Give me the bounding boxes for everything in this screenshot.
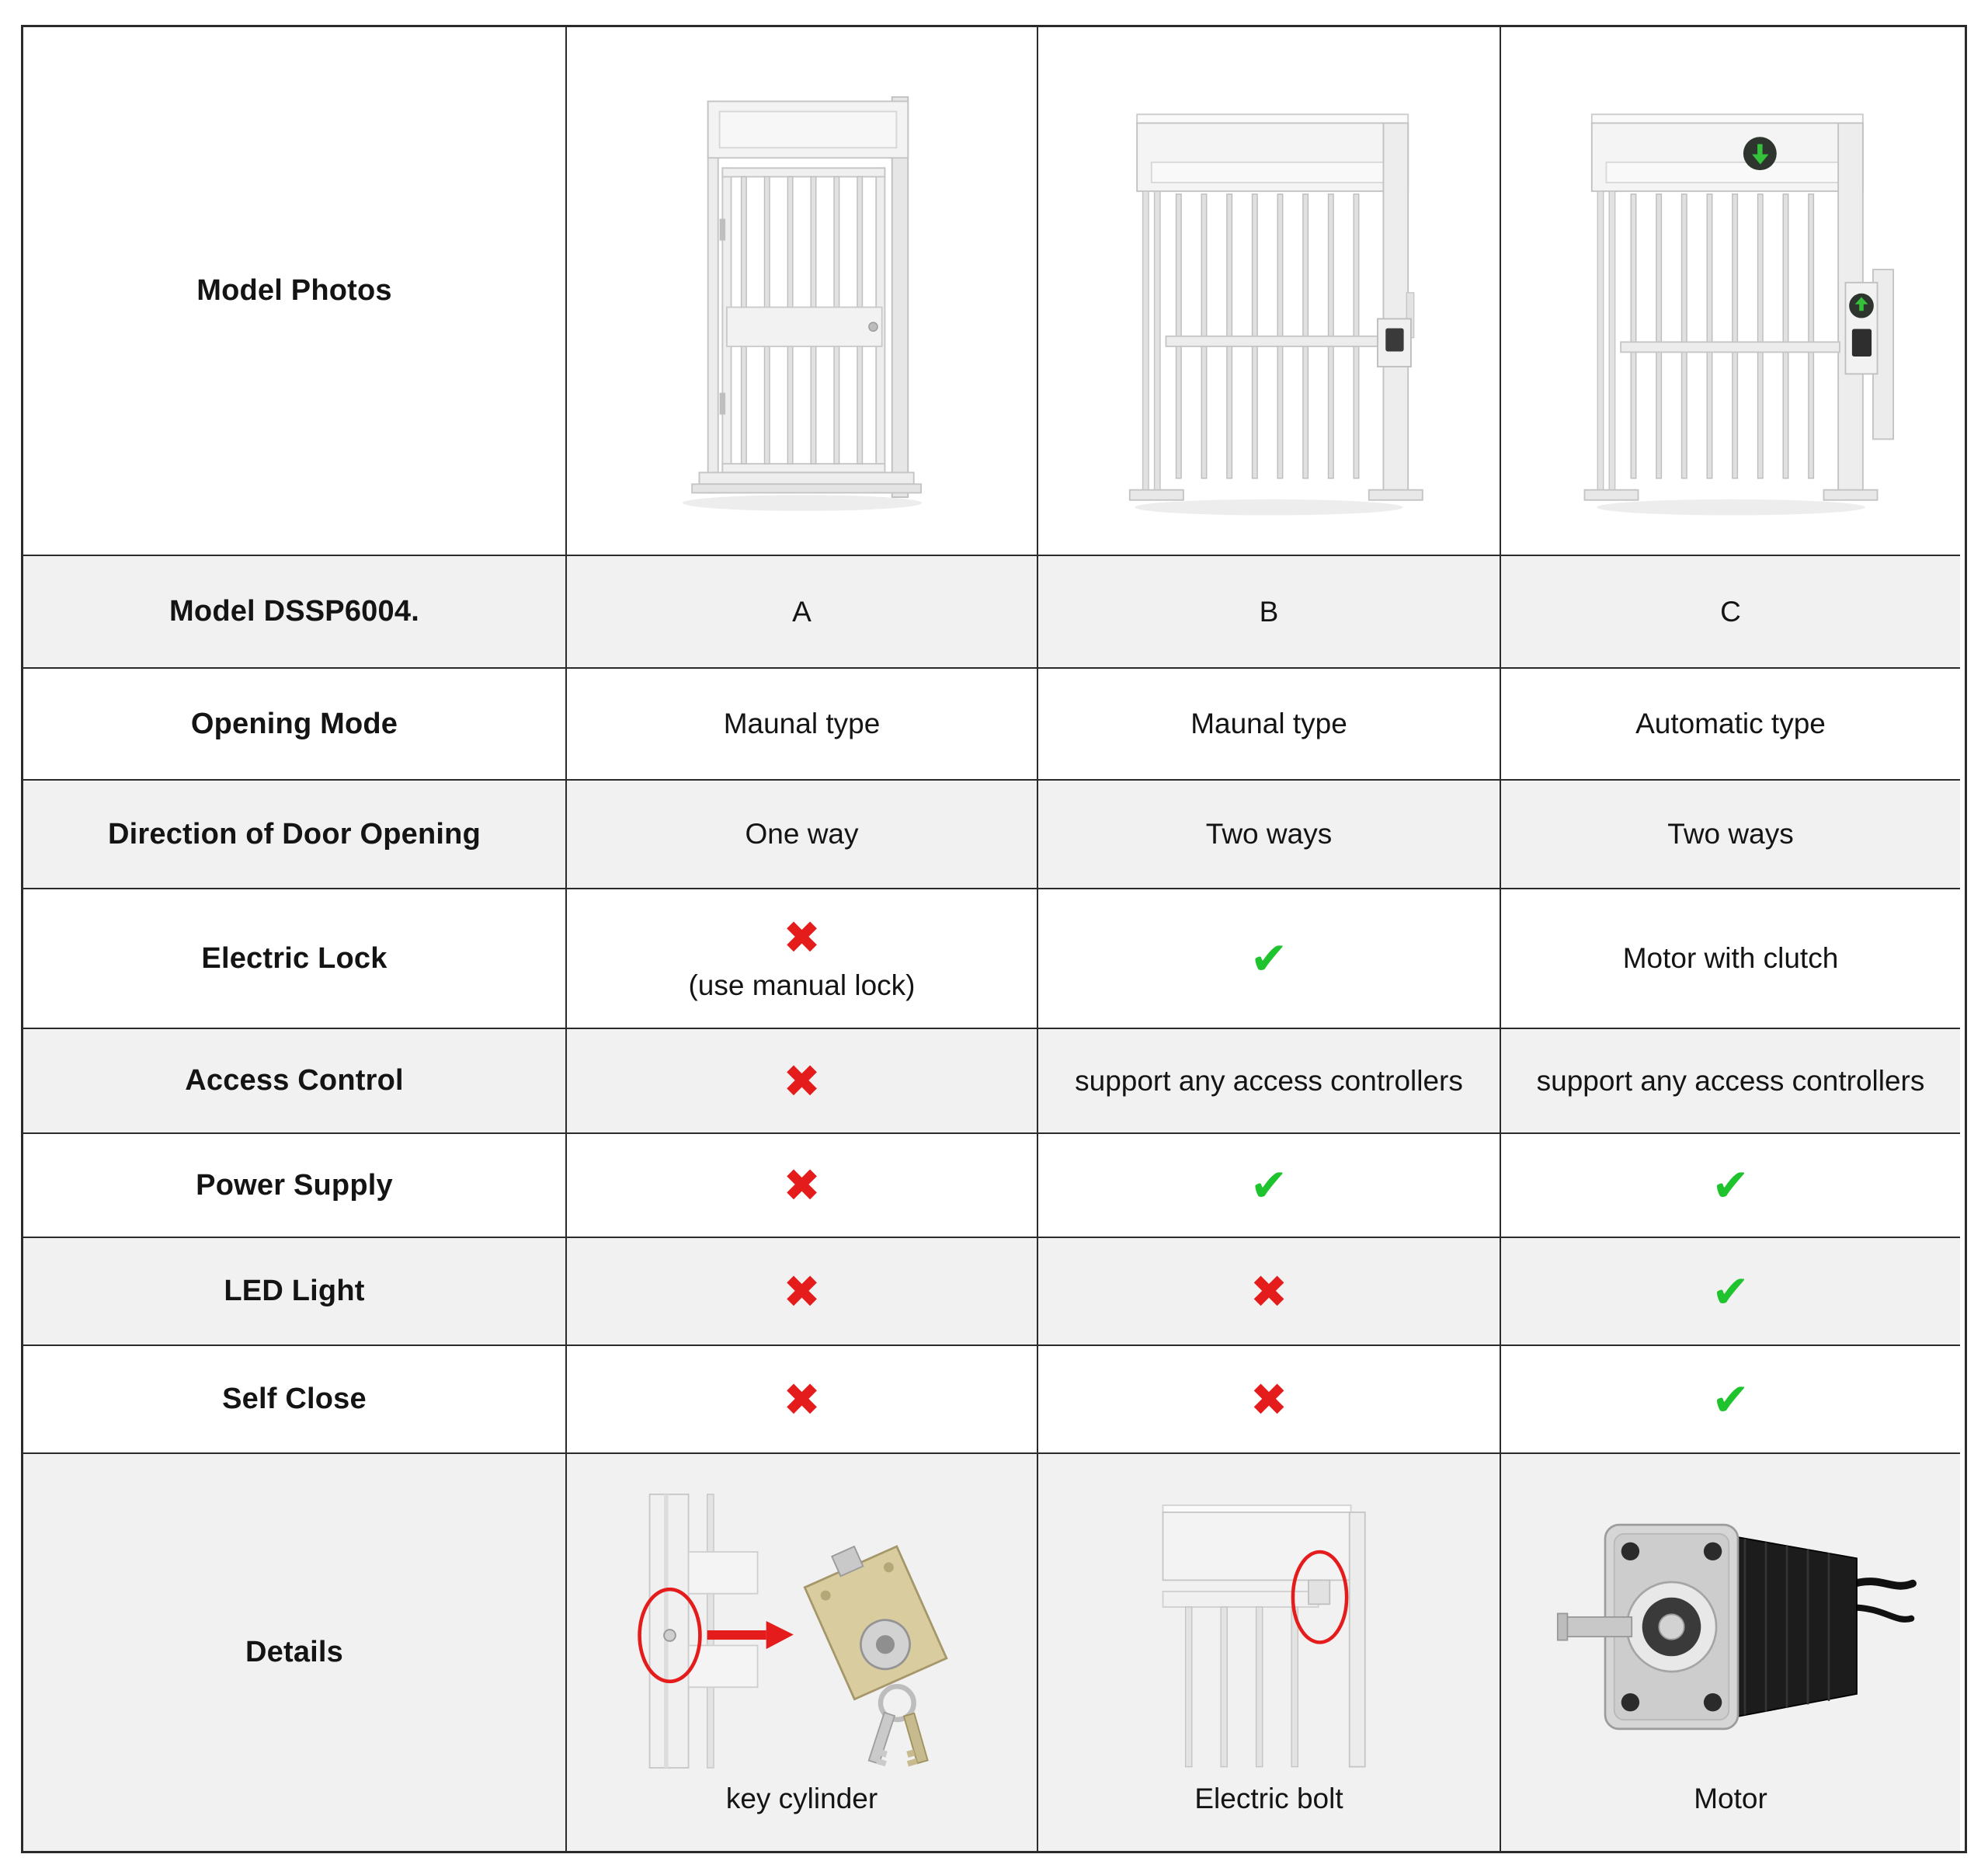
gate-c-photo — [1514, 44, 1948, 538]
cell-photo-model-a — [567, 27, 1038, 556]
check-icon: ✔ — [1249, 932, 1288, 985]
cell-power-supply-c — [1501, 1134, 1960, 1238]
cell-led-light-a — [567, 1238, 1038, 1346]
cell-access-control-a — [567, 1029, 1038, 1134]
cross-icon: ✖ — [783, 1159, 821, 1212]
cell-details-a — [567, 1454, 1038, 1851]
details-b-caption: Electric bolt — [1194, 1783, 1343, 1814]
cell-model-c: C — [1501, 556, 1960, 669]
cell-direction-a: One way — [567, 781, 1038, 889]
motor-photo — [1521, 1483, 1941, 1778]
check-icon: ✔ — [1712, 1372, 1750, 1426]
cross-icon: ✖ — [1249, 1264, 1288, 1318]
cell-direction-c: Two ways — [1501, 781, 1960, 889]
cross-icon: ✖ — [783, 1054, 821, 1108]
cell-details-b — [1038, 1454, 1501, 1851]
cell-photo-model-b — [1038, 27, 1501, 556]
cell-opening-mode-c: Automatic type — [1501, 669, 1960, 781]
cell-model-b: B — [1038, 556, 1501, 669]
details-a-caption: key cylinder — [725, 1783, 878, 1814]
cell-details-c — [1501, 1454, 1960, 1851]
check-icon: ✔ — [1712, 1159, 1750, 1212]
cell-self-close-c — [1501, 1346, 1960, 1454]
cell-power-supply-b — [1038, 1134, 1501, 1238]
row-label-led-light: LED Light — [23, 1238, 567, 1346]
gate-b-photo — [1051, 44, 1486, 538]
row-label-opening-mode: Opening Mode — [23, 669, 567, 781]
cell-self-close-a — [567, 1346, 1038, 1454]
details-c-caption: Motor — [1694, 1783, 1767, 1814]
cell-direction-b: Two ways — [1038, 781, 1501, 889]
row-label-details: Details — [23, 1454, 567, 1851]
gate-a-photo — [585, 44, 1020, 538]
row-label-model: Model DSSP6004. — [23, 556, 567, 669]
cell-model-a: A — [567, 556, 1038, 669]
cell-led-light-b — [1038, 1238, 1501, 1346]
cell-photo-model-c — [1501, 27, 1960, 556]
row-label-direction: Direction of Door Opening — [23, 781, 567, 889]
cell-access-control-c: support any access controllers — [1501, 1029, 1960, 1134]
cell-power-supply-a — [567, 1134, 1038, 1238]
electric-bolt-photo — [1057, 1483, 1481, 1778]
cell-led-light-c — [1501, 1238, 1960, 1346]
cell-access-control-b: support any access controllers — [1038, 1029, 1501, 1134]
cell-electric-lock-a — [567, 889, 1038, 1029]
cross-icon: ✖ — [783, 1372, 821, 1426]
row-label-access-control: Access Control — [23, 1029, 567, 1134]
cell-opening-mode-a: Maunal type — [567, 669, 1038, 781]
cell-self-close-b — [1038, 1346, 1501, 1454]
key-cylinder-photo — [586, 1483, 1018, 1778]
cross-icon: ✖ — [783, 911, 821, 964]
check-icon: ✔ — [1712, 1264, 1750, 1318]
model-comparison-table — [21, 25, 1967, 1853]
cell-opening-mode-b: Maunal type — [1038, 669, 1501, 781]
cell-electric-lock-c: Motor with clutch — [1501, 889, 1960, 1029]
cross-icon: ✖ — [1249, 1372, 1288, 1426]
row-label-model-photos: Model Photos — [23, 27, 567, 556]
check-icon: ✔ — [1249, 1159, 1288, 1212]
cell-electric-lock-b — [1038, 889, 1501, 1029]
row-label-power-supply: Power Supply — [23, 1134, 567, 1238]
row-label-electric-lock: Electric Lock — [23, 889, 567, 1029]
row-label-self-close: Self Close — [23, 1346, 567, 1454]
electric-lock-a-note: (use manual lock) — [688, 969, 916, 1001]
cross-icon: ✖ — [783, 1264, 821, 1318]
